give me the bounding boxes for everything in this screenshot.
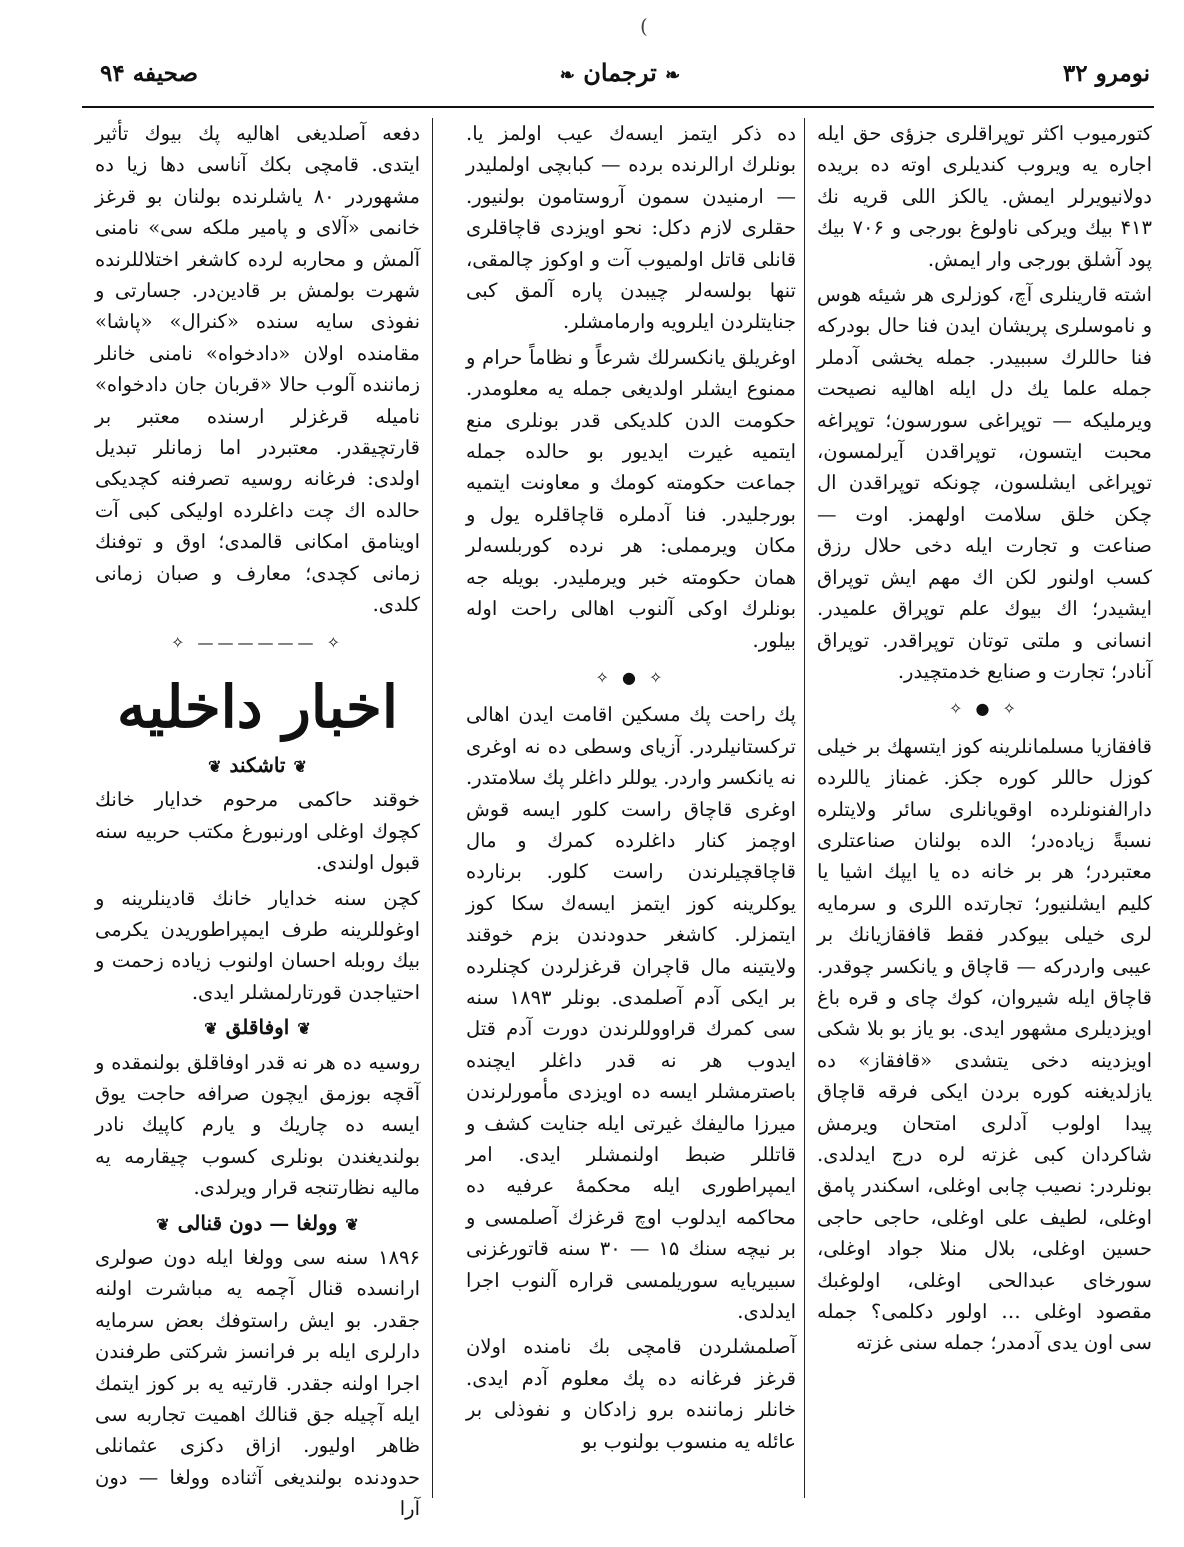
article-column-right <box>817 118 1152 1359</box>
paragraph: اوغريلق يانكسرلك شرعاً و نظاماً حرام و ممنوع ايشلر اولديغى جمله يه معلومدر. حكومت الدن كلديكى قدر بونلرى منع ايتميه غيرت ايديور بو حالده جمله جماعت حكومته كومك و معاونت ايتميه بورجليدر. فنا آدملره قاچاقلره يول و مكان ويرمملى: هر نرده كوربلسه‌لر همان حكومته خبر ويرمليدر. بويله جه بونلرك اوكى آلنوب اهالى راحت اوله بيلور. <box>466 345 796 652</box>
subheading-label: وولغا — دون قنالى <box>177 1210 338 1235</box>
header-rule <box>82 106 1154 108</box>
subheading-tashkent <box>95 750 420 782</box>
subheading-label: اوفاقلق <box>225 1015 290 1040</box>
ornament-icon: ❦ <box>204 1019 218 1039</box>
ornament-icon: ❧ <box>665 65 681 86</box>
article-column-left <box>95 118 420 1525</box>
paragraph: اشته قارينلرى آچ، كوزلرى هر شيئه هوس و ناموسلرى پريشان ايدن فنا حال بودركه فنا حاللرك سببيدر. جمله يخشى آدملر جمله علما يك دل ايله اهاليه نصيحت ويرمليكه — توپراغى سورسون؛ توپراغه محبت ايتسون، توپراقدن آيرلمسون، توپراغى ايشلسون، چونكه توپراقدن ال چكن خلق سلامت اولهمز. اوت — صناعت و تجارت ايله دخى حلال رزق كسب اولنور لكن اك مهم ايش توپراق ايشيدر؛ اك بيوك علم توپراق علميدر. انسانى و ملتى توتان توپراقدر. توپراق آنادر؛ تجارت و صنايع خدمتچيدر. <box>817 283 1152 683</box>
column-divider <box>804 118 805 1498</box>
paragraph: روسيه ده هر نه قدر اوفاقلق بولنمقده و آقچه بوزمق ايچون صرافه حاجت يوق ايسه ده چاريك و يارم كاپيك نادر بولنديغندن بونلرى كسوب چيقارمه يه ماليه نظارتنجه قرار ويرلدى. <box>95 1050 420 1200</box>
section-divider: ✧ ● ✧ <box>595 667 667 687</box>
paragraph: آصلمشلردن قامچى بك نامنده اولان قرغز فرغانه ده پك معلوم آدم ايدى. خانلر زماننده برو زادكان و نفوذلى بر عائله يه منسوب بولنوب بو <box>466 1335 796 1453</box>
paragraph: كچن سنه خدايار خانك قادينلرينه و اوغوللرينه طرف ايمپراطوريدن يكرمى بيك روبله احسان اولنوب زياده زحمت و احتياجدن قورتارلمشلر ايدى. <box>95 886 420 1004</box>
newspaper-title <box>90 58 1150 87</box>
top-mark: ( <box>640 14 648 38</box>
paragraph: قافقازيا مسلمانلرينه كوز ايتسهك بر خيلى كوزل حاللر كوره جكز. غمناز ياللرده دارالفنونلرده اوقويانلرى سائر ولايتلره نسبةً زياده‌در؛ الده بولنان صناعتلرى معتبردر؛ هر بر خانه ده يا ايپك اشيا يا كليم ايشلنيور؛ تجارتده اللرى و سرمايه لرى خيلى بيوكدر فقط قافقازيانك بر عيبى واردركه — قاچاق و يانكسر چوقدر. قاچاق ايله شيروان، كوك چاى و قره باغ اويزديلرى مشهور ايدى. بو ياز بو بلا شكى اويزدينه دخى يتشدى «قافقاز» ده يازلديغنه كوره بردن ايكى فرقه قاچاق پيدا اولوب آدلرى امتحان ويرمش شاكردان كبى غزته لره درج ايدلدى. بونلردر: نصيب چابى اوغلى، اسكندر پامق اوغلى، لطيف على اوغلى، حاجى حاجى حسين اوغلى، بلال منلا جواد اوغلى، سورخاى عبدالحى اوغلى، اولوغبك مقصود اوغلى … اولور دكلمى؟ جمله سى اون يدى آدمدر؛ جمله سنى غزته <box>817 734 1152 1355</box>
article-column-middle <box>466 118 796 1457</box>
paragraph: ۱۸۹۶ سنه سى وولغا ايله دون صولرى ارانسده قنال آچمه يه مباشرت اولنه جقدر. بو ايش راستوفك بعض سرمايه دارلرى ايله بر فرانسز شركتى طرفندن اجرا اولنه جقدر. قارتيه يه بر كوز ايتمك ايله آچيله جق قنالك اهميت تجاربه سى ظاهر اوليور. ازاق دكزى عثمانلى حدودنده بولنديغى آثناده وولغا — دون آرا <box>95 1246 420 1521</box>
issue-number: نومرو ۳۲ <box>1062 60 1150 87</box>
masthead-title: ترجمان <box>583 58 657 87</box>
section-title: اخبار داخليه <box>117 672 398 741</box>
paragraph: ده ذكر ايتمز ايسه‌ك عيب اولمز يا. بونلرك ارالرنده برده — كبابچى اولمليدر — ارمنيدن سمون آروستامون بولنيور. حقلرى لازم دكل: نحو اويزدى قاچاقلرى قانلى قاتل اولميوب آت و اوكوز چالمقى، تنها بولسه‌لر چيبدن پاره آلمق كبى جنايتلردن ايلرويه وارمامشلر. <box>466 122 796 334</box>
page-header <box>90 48 1150 98</box>
paragraph: كتورميوب اكثر توپراقلرى جزؤى حق ايله اجاره يه ويروب كنديلرى اوته ده بريده دولانيويرلر ايمش. يالكز اللى قريه نك ۴۱۳ بيك ويركى ناولوغ بورجى و ۷۰۶ بيك پود آشلق بورجى وار ايمش. <box>817 122 1152 271</box>
ornament-icon: ❦ <box>208 756 222 776</box>
paragraph: خوقند حاكمى مرحوم خدايار خانك كچوك اوغلى اورنبورغ مكتب حربيه سنه قبول اولندى. <box>95 788 420 875</box>
ornament-icon: ❧ <box>559 65 575 86</box>
column-divider <box>432 118 433 1498</box>
ornament-icon: ❦ <box>345 1214 359 1234</box>
ornament-icon: ❦ <box>156 1214 170 1234</box>
section-divider: ✧ —————— ✧ <box>171 632 344 652</box>
subheading-volga <box>95 1208 420 1240</box>
paragraph: دفعه آصلديغى اهاليه پك بيوك تأثير ايتدى. قامچى بكك آناسى دها زيا ده مشهوردر ۸۰ ياشلرنده بولنان بو قرغز خانمى «آلاى و پامير ملكه سى» نامنى آلمش و محاربه لرده كاشغر اختلاللرنده شهرت بولمش بر قادين‌در. جسارتى و نفوذى سايه سنده «كنرال» «پاشا» مقامنده اولان «دادخواه» نامنى خانلر زماننده آلوب حالا «قربان جان دادخواه» ناميله قرغزلر ارسنده معتبر بر قارتچيقدر. معتبردر اما زمانلر تبديل اولدى: فرغانه روسيه تصرفنه كچديكى حالده اك چت داغلرده اوليكى كبى آت اوينامق امكانى قالمدى؛ اوق و توفنك زمانى كچدى؛ معارف و صبان زمانى كلدى. <box>95 122 420 617</box>
subheading-ufa <box>95 1012 420 1044</box>
paragraph: پك راحت پك مسكين اقامت ايدن اهالى تركستانيلردر. آزياى وسطى ده نه اوغرى نه يانكسر واردر. يوللر داغلر پك سلامتدر. اوغرى قاچاق راست كلور ايسه قوش اوچمز كنار داغلرده كمرك و مال قاچاقچيلرندن راست كلور. برنارده يوكلرينه كوز ايتمز ايسه‌ك سكا كوز ايتمزلر. كاشغر حدودندن بزم خوقند ولايتينه مال قاچران قرغزلردن كچنلرده بر ايكى آدم آصلمدى. بونلر ۱۸۹۳ سنه سى كمرك قراووللرندن دورت آدم قتل ايدوب هر نه قدر داغلر ايچنده باصترمشلر ايسه ده اويزدى مأمورلرندن ميرزا ماليفك غيرتى ايله جنايت كشف و قاتللر ضبط اولنمشلر ايدى. امر ايمپراطورى ايله محكمۀ عرفيه ده محاكمه ايدلوب اوچ قرغزك آصلمسى و بر نيچه سنك ۱۵ — ۳۰ سنه قاتورغزنى سبيريايه سوريلمسى قراره آلنوب اجرا ايدلدى. <box>466 703 796 1324</box>
section-divider: ✧ ● ✧ <box>949 699 1020 719</box>
page-number: صحيفه ۹۴ <box>100 60 199 87</box>
ornament-icon: ❦ <box>297 1019 311 1039</box>
subheading-label: تاشكند <box>229 752 286 777</box>
ornament-icon: ❦ <box>293 756 307 776</box>
